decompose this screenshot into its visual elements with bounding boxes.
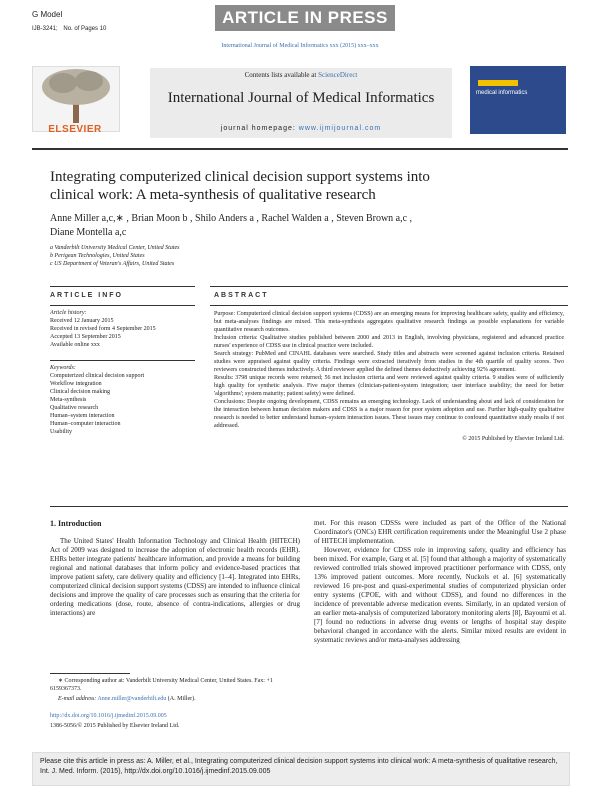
homepage-link[interactable]: www.ijmijournal.com: [298, 125, 382, 132]
left-column: [50, 537, 300, 618]
email-prefix: E-mail address:: [58, 696, 97, 702]
info-rule-top: [50, 286, 195, 287]
keywords-label: Keywords:: [50, 365, 76, 371]
corresponding-author: ∗ Corresponding author at: Vanderbilt University Medical Center, United States. Fax: +1 6159367373.: [50, 678, 273, 692]
email-suffix: (A. Miller).: [167, 696, 196, 702]
abstract-heading: ABSTRACT: [214, 292, 269, 299]
doi-link[interactable]: http://dx.doi.org/10.1016/j.ijmedinf.2015.09.005: [50, 713, 167, 719]
issn-line: 1386-5056/© 2015 Published by Elsevier Ireland Ltd.: [50, 723, 180, 729]
cover-title: medical informatics: [476, 90, 528, 96]
abstract-search: Search strategy: PubMed and CINAHL databases were searched. Study titles and abstracts were screened against inclusion criteria. Retained studies were appraised against quality criteria. Findings were extracted iteratively from studies in the 4th quartile of quality scores. Two reviewers constructed themes inductively. A third reviewer applied the defined themes deductively achieving 92% agreement.: [214, 351, 564, 373]
article-ref: [32, 25, 106, 33]
keyword-item: Human–computer interaction: [50, 421, 121, 427]
title-line-2: clinical work: A meta-synthesis of qualitative research: [50, 187, 376, 203]
abstract-conclusions: Conclusions: Despite ongoing development, CDSS remains an emerging technology. Lack of understanding about and lack of consideration for the interaction between human decision makers and CDSS is a major reason for poor system adoption and use. Further high-quality qualitative research is needed to better understand human–system interaction issues. These issues may continue to confound quantitative study results if not addressed.: [214, 399, 564, 429]
title-line-1: Integrating computerized clinical decision support systems into: [50, 169, 430, 185]
abstract-rule-mid: [210, 305, 568, 306]
authors-line-2: Diane Montella a,c: [50, 227, 127, 238]
history-received: Received 12 January 2015: [50, 318, 114, 324]
abstract-copyright: © 2015 Published by Elsevier Ireland Ltd.: [462, 436, 564, 442]
keyword-item: Qualitative research: [50, 405, 99, 411]
cover-accent: [478, 80, 518, 86]
journal-cover: [470, 66, 566, 134]
intro-paragraph-3: However, evidence for CDSS role in improving safety, quality and efficiency has been mixed. For example, Garg et al. [5] found that although a majority of systematically reviewed controlled trials showed improved practitioner performance with CDSS, only 13% improved patient outcomes. More recently, Nuckols et al. [6] systematically reviewed 16 pre-post and quasi-experimental studies of computerized physician order entry systems (CPOE, with and without CDSS), and found no differences in the incidence of preventable adverse medication events. Similarly, in an updated version of an earlier meta-analysis of computerized laboratory monitoring alerts [8], Bayoumi et al. [7] found no reductions in adverse drug events or lengths of hospital stay despite behavioral changed in accordance with the alerts. Similar mixed results are evident in systematic reviews and/or meta-analyses addressing: [314, 546, 566, 644]
article-info-heading: ARTICLE INFO: [50, 292, 123, 299]
keyword-item: Usability: [50, 429, 72, 435]
abstract-results: Results: 3798 unique records were returned; 56 met inclusion criteria and were reviewed against quality criteria. 9 studies were of sufficiently high quality for synthetic analysis. Five major themes (clinician-patient-system integration; user interface usability; the need for better 'algorithms'; system maturity; patient safety) were defined.: [214, 375, 564, 397]
affiliation-a: a Vanderbilt University Medical Center, United States: [50, 245, 180, 251]
article-in-press-banner: ARTICLE IN PRESS: [215, 5, 395, 31]
article-history: [50, 309, 200, 349]
intro-paragraph-1: The United States' Health Information Technology and Clinical Health (HITECH) Act of 2009 was designed to increase the adoption of electronic health records (EHR). EHRs better integrate patients' healthcare information, and provide a means for building regional and national databases that inform policy and evidence-based practices that improve patient safety, care delivery quality and efficiency [1–4]. Integrated into EHRs, computerized clinical decision support systems (CDSS) are intended to influence clinical decisions and improve the quality of care processes such as ensuring that the criteria for ordering medications (dose, route, absence of contra-indications, allergies or drug interactions) are: [50, 537, 300, 617]
authors-line-1: Anne Miller a,c,∗ , Brian Moon b , Shilo Anders a , Rachel Walden a , Steven Brown a,c ,: [50, 213, 413, 224]
abstract-inclusion: Inclusion criteria: Qualitative studies published between 2000 and 2013 in English, involving physicians, registered and advanced practice nurses' experience of CDSS use in clinical practice were included.: [214, 335, 564, 349]
model-label: G Model: [32, 10, 63, 19]
contents-prefix: Contents lists available at: [244, 71, 317, 79]
keyword-item: Meta-synthesis: [50, 397, 87, 403]
email-line: [50, 695, 300, 703]
keyword-item: Clinical decision making: [50, 389, 110, 395]
publisher-name: ELSEVIER: [48, 124, 102, 135]
abstract-purpose: Purpose: Computerized clinical decision support systems (CDSS) are an emerging means for improving healthcare safety, quality and efficiency, but meta-analyses findings are mixed. This meta-synthesis aggregates qualitative research findings as possible explanations for variable quantitative research outcomes.: [214, 311, 564, 333]
info-rule-keywords: [50, 360, 195, 361]
author-list: [50, 212, 412, 240]
email-link[interactable]: Anne.miller@vanderbilt.edu: [97, 696, 167, 702]
history-label: Article history:: [50, 310, 87, 316]
homepage-line: [150, 124, 452, 133]
affiliations: [50, 244, 179, 268]
keyword-item: Computerized clinical decision support: [50, 373, 145, 379]
keyword-item: Workflow integration: [50, 381, 102, 387]
journal-running-header[interactable]: International Journal of Medical Informatics xxx (2015) xxx–xxx: [221, 43, 379, 49]
journal-title: International Journal of Medical Informatics: [167, 90, 435, 106]
elsevier-tree-logo: [32, 66, 120, 132]
abstract-body: [214, 310, 564, 443]
introduction-heading: 1. Introduction: [50, 519, 102, 528]
abstract-rule-bottom: [50, 506, 568, 507]
footnotes: [50, 677, 300, 703]
tree-icon: [33, 67, 119, 125]
affiliation-b: b Perigean Technologies, United States: [50, 253, 145, 259]
ref-code: IJB-3241;: [32, 26, 58, 32]
article-title: [50, 168, 430, 204]
keywords: [50, 364, 200, 436]
history-revised: Received in revised form 4 September 2015: [50, 326, 156, 332]
affiliation-c: c US Department of Veteran's Affairs, United States: [50, 261, 175, 267]
citation-text: Please cite this article in press as: A. Miller, et al., Integrating computerized clinical decision support systems into clinical work: A meta-synthesis of qualitative research, Int. J. Med. Inform. (2015), http://dx.doi.org/10.1016/j.ijmedinf.2015.09.005: [40, 758, 558, 775]
contents-line: [150, 71, 452, 80]
keyword-item: Human–system interaction: [50, 413, 115, 419]
header-divider: [32, 148, 568, 150]
info-rule-mid: [50, 305, 195, 306]
history-accepted: Accepted 13 September 2015: [50, 334, 121, 340]
history-online: Available online xxx: [50, 342, 100, 348]
right-column: [314, 519, 566, 645]
page-count: No. of Pages 10: [63, 26, 107, 32]
sciencedirect-link[interactable]: ScienceDirect: [318, 71, 358, 79]
footnote-rule: [50, 673, 130, 674]
homepage-prefix: journal homepage:: [220, 125, 296, 132]
intro-paragraph-2: met. For this reason CDSSs were included as part of the Office of the National Coordinator's (ONCs) EHR certification requirements under the Meaningful Use 2 phase of HITECH implementation.: [314, 519, 566, 545]
abstract-rule-top: [210, 286, 568, 287]
